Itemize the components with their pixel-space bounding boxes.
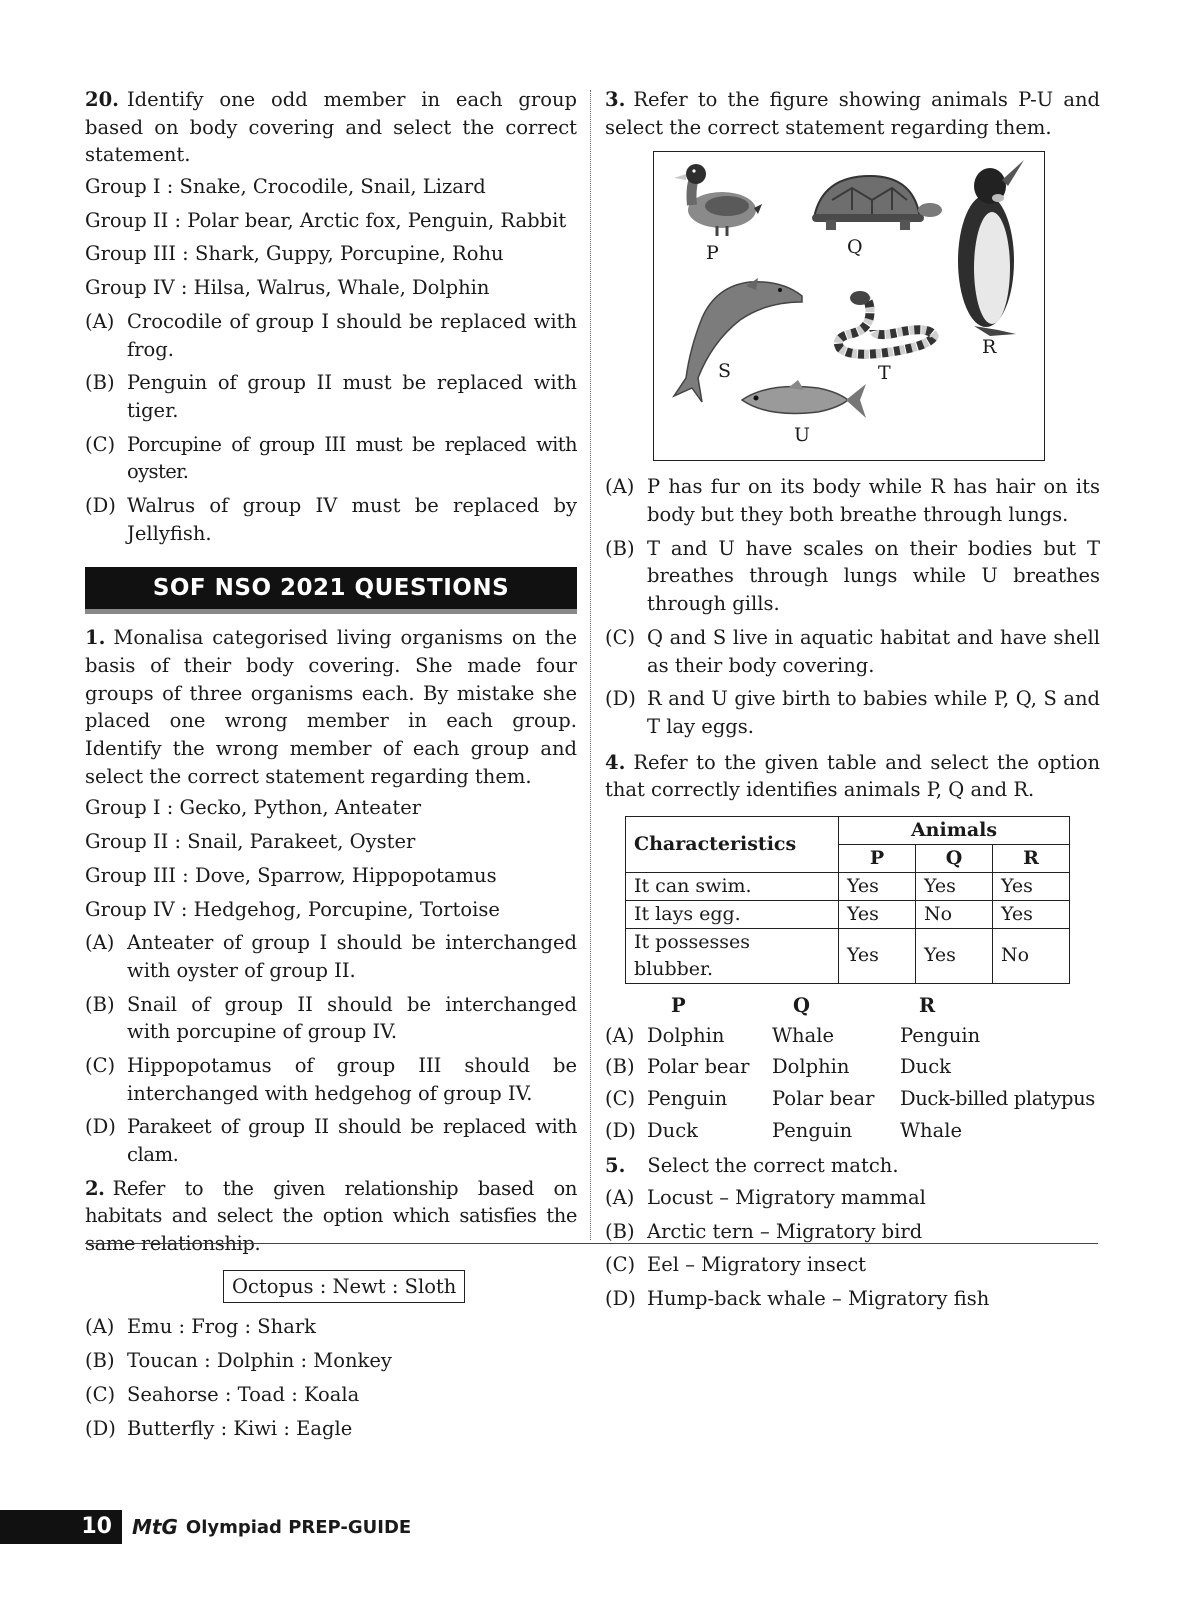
option: (D) Duck Penguin Whale	[605, 1118, 963, 1142]
table-header-animals: Animals	[839, 816, 1070, 844]
duck-image	[672, 160, 762, 240]
question-2-stem: 2. Refer to the given relationship based on habitats and select the option which satisfies the same relationship.	[85, 1176, 577, 1256]
option: (A) Crocodile of group I should be replaced with frog.	[85, 309, 577, 361]
label-p: P	[706, 242, 719, 265]
page-footer	[0, 1510, 411, 1544]
bottom-rule	[85, 1243, 1098, 1244]
penguin-image	[950, 156, 1025, 341]
group-line: Group IV : Hedgehog, Porcupine, Tortoise	[85, 897, 500, 921]
group-line: Group IV : Hilsa, Walrus, Whale, Dolphin	[85, 276, 490, 300]
label-u: U	[794, 424, 811, 447]
answer-header: P Q R	[671, 993, 936, 1017]
right-column	[605, 86, 1100, 1319]
table-col-header: Q	[916, 844, 993, 872]
option: (D) Walrus of group IV must be replaced by Jellyfish.	[85, 493, 577, 545]
table-row: It possesses blubber. Yes Yes No	[626, 928, 1070, 983]
option: (D) Hump-back whale – Migratory fish	[605, 1287, 990, 1311]
group-line: Group III : Dove, Sparrow, Hippopotamus	[85, 863, 497, 887]
option: (A) P has fur on its body while R has hair on its body but they both breathe through lungs.	[605, 475, 1100, 527]
option: (A) Dolphin Whale Penguin	[605, 1023, 981, 1047]
option: (A) Anteater of group I should be interchanged with oyster of group II.	[85, 931, 577, 982]
option: (B) Penguin of group II must be replaced with tiger.	[85, 371, 577, 422]
table-row: It lays egg. Yes No Yes	[626, 900, 1070, 928]
snake-image	[830, 290, 940, 362]
tortoise-image	[802, 170, 942, 235]
characteristics-table	[625, 816, 1070, 984]
group-line: Group III : Shark, Guppy, Porcupine, Rohu	[85, 242, 504, 266]
option: (B) Snail of group II should be interchanged with porcupine of group IV.	[85, 992, 577, 1044]
group-line: Group II : Snail, Parakeet, Oyster	[85, 830, 416, 854]
option: (B) Toucan : Dolphin : Monkey	[85, 1349, 392, 1373]
option: (C) Q and S live in aquatic habitat and have shell as their body covering.	[605, 625, 1100, 677]
question-5-stem: 5. Select the correct match.	[605, 1154, 899, 1178]
footer-title: Olympiad PREP-GUIDE	[185, 1516, 412, 1538]
option: (B) Arctic tern – Migratory bird	[605, 1219, 923, 1243]
page-number: 10	[0, 1510, 122, 1544]
question-20-stem: 20. Identify one odd member in each group based on body covering and select the correct statement.	[85, 88, 577, 167]
question-4-stem: 4. Refer to the given table and select the option that correctly identifies animals P, Q and R.	[605, 750, 1100, 802]
option: (D) R and U give birth to babies while P, Q, S and T lay eggs.	[605, 687, 1100, 738]
table-col-header: R	[993, 844, 1070, 872]
relation-box: Octopus : Newt : Sloth	[223, 1270, 465, 1304]
section-banner: SOF NSO 2021 QUESTIONS	[85, 567, 577, 614]
option: (B) Polar bear Dolphin Duck	[605, 1055, 951, 1079]
question-1-stem: 1. Monalisa categorised living organisms on the basis of their body covering. She made four groups of three organisms each. By mistake she placed one wrong member in each group. Identify the wrong member of each group and select the correct statement regarding them.	[85, 626, 577, 788]
question-3-stem: 3. Refer to the figure showing animals P-U and select the correct statement regarding them.	[605, 88, 1100, 139]
table-row: It can swim. Yes Yes Yes	[626, 872, 1070, 900]
group-line: Group I : Snake, Crocodile, Snail, Lizard	[85, 175, 486, 199]
option: (C) Seahorse : Toad : Koala	[85, 1382, 360, 1406]
group-line: Group II : Polar bear, Arctic fox, Penguin, Rabbit	[85, 208, 567, 232]
group-line: Group I : Gecko, Python, Anteater	[85, 796, 422, 820]
option: (B) T and U have scales on their bodies but T breathes through lungs while U breathes through gills.	[605, 536, 1100, 616]
animals-figure	[653, 151, 1045, 461]
option: (D) Butterfly : Kiwi : Eagle	[85, 1416, 353, 1440]
label-q: Q	[847, 236, 863, 259]
option: (A) Emu : Frog : Shark	[85, 1315, 316, 1339]
option: (C) Penguin Polar bear Duck-billed platypus	[605, 1086, 1095, 1110]
option: (C) Eel – Migratory insect	[605, 1253, 867, 1277]
brand-logo: MtG	[132, 1515, 178, 1539]
fish-image	[738, 378, 868, 422]
option: (C) Hippopotamus of group III should be interchanged with hedgehog of group IV.	[85, 1053, 577, 1105]
option: (A) Locust – Migratory mammal	[605, 1186, 926, 1209]
table-col-header: P	[839, 844, 916, 872]
label-r: R	[982, 336, 997, 359]
table-header-characteristics: Characteristics	[626, 816, 839, 872]
column-divider	[590, 90, 591, 1240]
label-s: S	[718, 360, 732, 383]
label-t: T	[878, 362, 891, 385]
option: (D) Parakeet of group II should be replaced with clam.	[85, 1115, 577, 1166]
option: (C) Porcupine of group III must be replaced with oyster.	[85, 432, 577, 484]
